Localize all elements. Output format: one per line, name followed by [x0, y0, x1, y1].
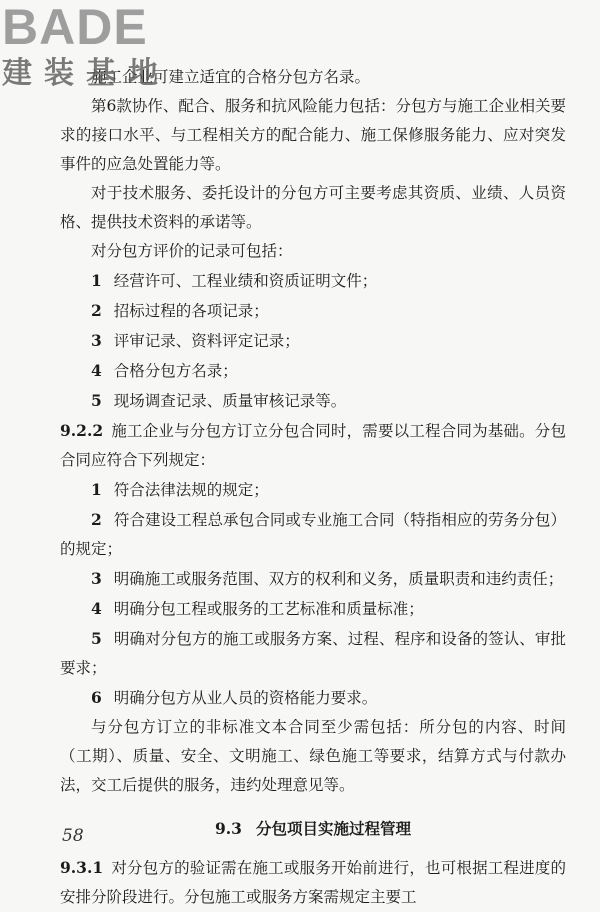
- list-item: [60, 683, 566, 713]
- list-item-number: 5: [91, 629, 102, 648]
- section-number: 9.3: [215, 819, 242, 838]
- list-item-text: 明确分包工程或服务的工艺标准和质量标准；: [113, 600, 424, 618]
- clause-text: 施工企业与分包方订立分包合同时，需要以工程合同为基础。分包合同应符合下列规定：: [60, 422, 566, 469]
- section-heading: [60, 814, 566, 843]
- list-item: [60, 356, 566, 386]
- list-item-number: 1: [91, 271, 102, 290]
- list-item: [60, 505, 566, 564]
- list-item: [60, 386, 566, 416]
- list-item: [60, 296, 566, 326]
- list-item: [60, 326, 566, 356]
- list-item: [60, 564, 566, 594]
- list-item-text: 经营许可、工程业绩和资质证明文件；: [113, 272, 378, 290]
- paragraph-item-6-note: 第6款协作、配合、服务和抗风险能力包括：分包方与施工企业相关要求的接口水平、与工程相关方的配合能力、施工保修服务能力、应对突发事件的应急处置能力等。: [60, 97, 566, 173]
- clause-text: 对分包方的验证需在施工或服务开始前进行，也可根据工程进度的安排分阶段进行。分包施工或服务方案需规定主要工: [60, 859, 566, 906]
- page-body: [60, 63, 566, 912]
- list-item-number: 2: [91, 510, 102, 529]
- clause-9-2-2: [60, 416, 566, 475]
- records-list: [60, 266, 566, 416]
- list-item-text: 明确施工或服务范围、双方的权利和义务，质量职责和违约责任；: [113, 570, 564, 588]
- list-item-number: 6: [91, 688, 102, 707]
- list-item-text: 符合建设工程总承包合同或专业施工合同（特指相应的劳务分包）的规定；: [60, 511, 566, 558]
- list-item: [60, 475, 566, 505]
- paragraph-nonstandard-contract: 与分包方订立的非标准文本合同至少需包括：所分包的内容、时间（工期）、质量、安全、文明施工、绿色施工等要求，结算方式与付款办法，交工后提供的服务，违约处理意见等。: [60, 718, 566, 794]
- watermark-logo: [2, 2, 177, 97]
- list-item: [60, 624, 566, 683]
- clause-number: 9.3.1: [60, 858, 104, 877]
- list-item-number: 3: [91, 569, 102, 588]
- list-item-text: 明确对分包方的施工或服务方案、过程、程序和设备的签认、审批要求；: [60, 630, 566, 677]
- list-item-number: 3: [91, 331, 102, 350]
- list-item-number: 2: [91, 301, 102, 320]
- list-item-text: 招标过程的各项记录；: [113, 302, 269, 320]
- logo-brand: BADE: [2, 0, 148, 55]
- paragraph-top: 施工企业可建立适宜的合格分包方名录。: [91, 68, 371, 86]
- list-item: [60, 594, 566, 624]
- list-item-number: 4: [91, 599, 102, 618]
- list-item-text: 评审记录、资料评定记录；: [113, 332, 300, 350]
- section-title: 分包项目实施过程管理: [255, 819, 411, 838]
- list-item-text: 明确分包方从业人员的资格能力要求。: [113, 689, 378, 707]
- clause-number: 9.2.2: [60, 421, 104, 440]
- list-item: [60, 266, 566, 296]
- clause-9-3-1: [60, 853, 566, 912]
- list-item-number: 1: [91, 480, 102, 499]
- paragraph-tech-service: 对于技术服务、委托设计的分包方可主要考虑其资质、业绩、人员资格、提供技术资料的承诺等。: [60, 184, 566, 231]
- logo-subtitle: 建装基地: [2, 56, 170, 91]
- list-item-text: 合格分包方名录；: [113, 362, 238, 380]
- paragraph-records-intro: 对分包方评价的记录可包括：: [91, 242, 293, 260]
- list-item-text: 符合法律法规的规定；: [113, 481, 269, 499]
- list-item-text: 现场调查记录、质量审核记录等。: [113, 392, 347, 410]
- rules-list: [60, 475, 566, 713]
- page-number: 58: [62, 826, 84, 846]
- list-item-number: 5: [91, 391, 102, 410]
- list-item-number: 4: [91, 361, 102, 380]
